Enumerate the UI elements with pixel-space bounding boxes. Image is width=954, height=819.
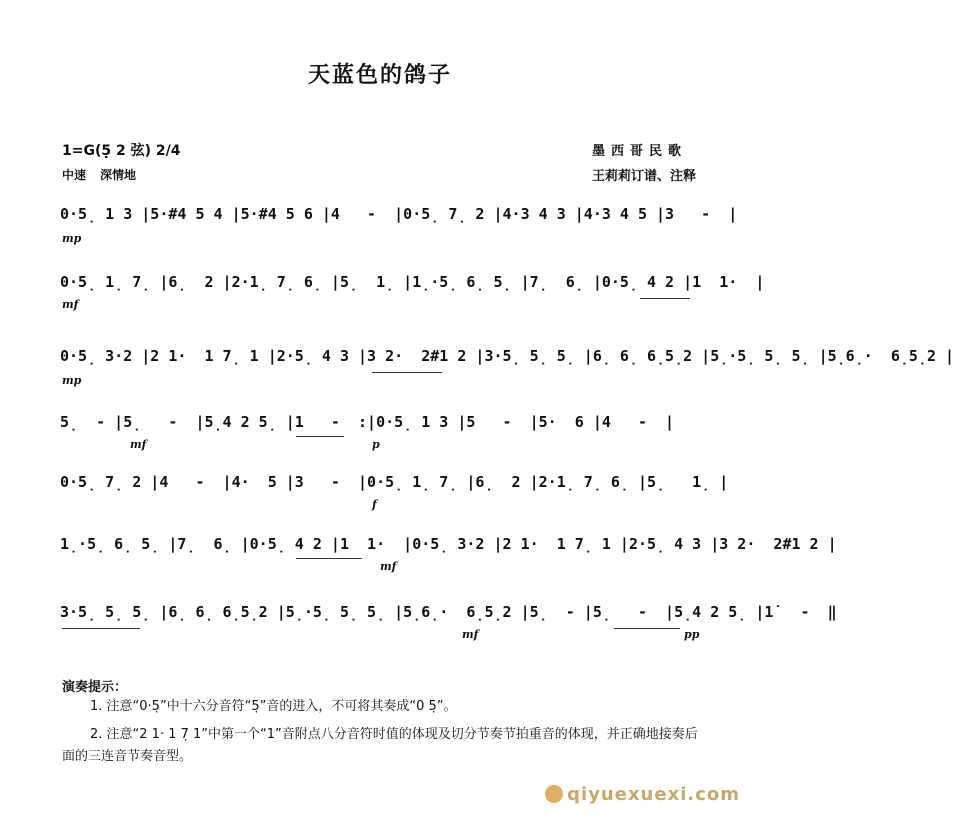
logo-icon bbox=[545, 785, 563, 803]
tip-item: 2. 注意“2 1· 1 7̣ 1”中第一个“1”音附点八分音符时值的体现及切分节奏节拍重音的体现，并正确地接奏后面的三连音节奏音型。 bbox=[62, 727, 698, 764]
expression: 深情地 bbox=[100, 168, 137, 182]
crescendo-hairpin bbox=[62, 628, 140, 629]
tempo-marking bbox=[62, 166, 180, 183]
decrescendo-hairpin bbox=[296, 558, 362, 559]
decrescendo-hairpin bbox=[640, 298, 690, 299]
dynamic-mark: mp bbox=[62, 232, 82, 245]
decrescendo-hairpin bbox=[614, 628, 680, 629]
tempo: 中速 bbox=[62, 168, 87, 182]
dynamic-mark: pp bbox=[684, 628, 700, 641]
notation-system-6: 1̣·5̣ 6̣ 5̣ |7̣ 6̣ |0·5̣ 4 2 |1 1· |0·5̣ 3·2 |2 1· 1 7̣ 1 |2·5̣ 4 3 |3 2· 2#1 2 | bbox=[60, 535, 837, 553]
dynamic-mark: mf bbox=[380, 560, 397, 573]
composer: 墨西哥民歌 bbox=[591, 144, 687, 159]
tips-heading: 演奏提示： bbox=[62, 680, 128, 695]
song-title: 天蓝色的鸽子 bbox=[307, 63, 452, 88]
dynamic-mark: p bbox=[372, 438, 380, 451]
site-watermark: qiyuexuexi.com bbox=[545, 784, 740, 805]
notation-system-5: 0·5̣ 7̣ 2 |4 - |4· 5 |3 - |0·5̣ 1̣ 7̣ |6̣ 2 |2·1̣ 7̣ 6̣ |5̣ 1̣ | bbox=[60, 473, 729, 491]
key-signature: 1=G(5̣ 2 弦) 2/4 bbox=[62, 143, 181, 159]
notation-system-4: 5̣ - |5̣ - |5̣4 2 5̣ |1 - :|0·5̣ 1 3 |5 - |5· 6 |4 - | bbox=[60, 413, 675, 431]
dynamic-mark: mf bbox=[130, 438, 147, 451]
dynamic-mark: mf bbox=[62, 298, 79, 311]
dynamic-mark: mf bbox=[462, 628, 479, 641]
dynamic-mark: f bbox=[372, 498, 377, 511]
notation-system-2: 0·5̣ 1̣ 7̣ |6̣ 2 |2·1̣ 7̣ 6̣ |5̣ 1̣ |1̣·5̣ 6̣ 5̣ |7̣ 6̣ |0·5̣ 4 2 |1 1· | bbox=[60, 273, 765, 291]
notation-system-3: 0·5̣ 3·2 |2 1· 1 7̣ 1 |2·5̣ 4 3 |3 2· 2#1 2 |3·5̣ 5̣ 5̣ |6̣ 6̣ 6̣5̣2 |5̣·5̣ 5̣ 5̣ |5̣6̣· 6̣5̣2 | bbox=[60, 347, 954, 365]
tip-item: 1. 注意“0·5̣”中十六分音符“5̣”音的进入，不可将其奏成“0 5̣”。 bbox=[90, 699, 457, 714]
score-header-left bbox=[62, 140, 180, 183]
crescendo-hairpin bbox=[372, 372, 442, 373]
score-header-right bbox=[592, 140, 696, 184]
arranger: 王莉莉订谱、注释 bbox=[591, 169, 696, 184]
dynamic-mark: mp bbox=[62, 374, 82, 387]
notation-system-1: 0·5̣ 1 3 |5·#4 5 4 |5·#4 5 6 |4 - |0·5̣ 7̣ 2 |4·3 4 3 |4·3 4 5 |3 - | bbox=[60, 205, 738, 223]
decrescendo-hairpin bbox=[296, 436, 344, 437]
notation-system-7: 3·5̣ 5̣ 5̣ |6̣ 6̣ 6̣5̣2 |5̣·5̣ 5̣ 5̣ |5̣6̣· 6̣5̣2 |5̣ - |5̣ - |5̣4 2 5̣ |1̇ - ‖ bbox=[60, 603, 837, 621]
